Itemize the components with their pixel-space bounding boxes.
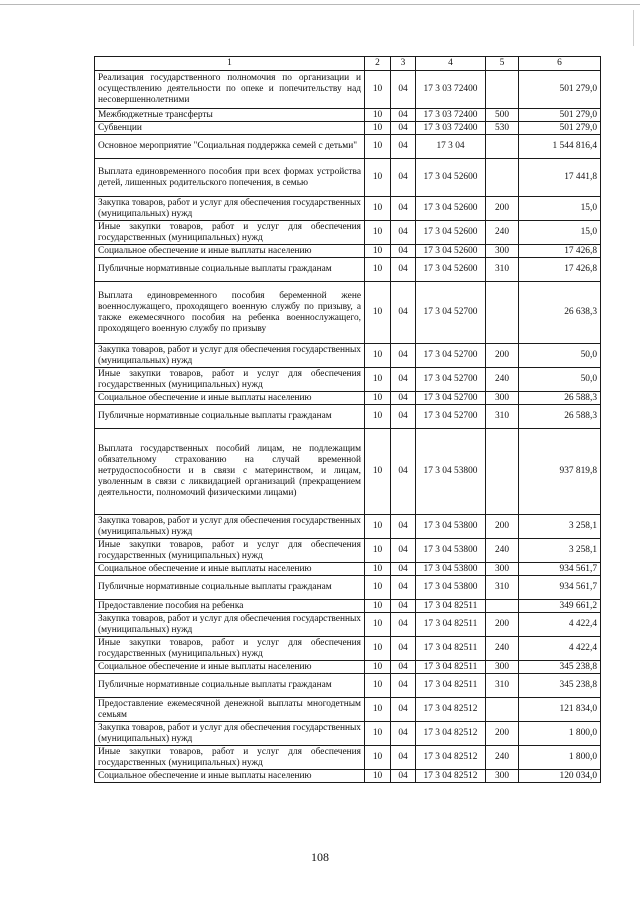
subsection-code-cell: 04	[391, 392, 416, 405]
row-name-cell: Социальное обеспечение и иные выплаты населению	[95, 770, 365, 783]
subsection-code-cell: 04	[391, 600, 416, 613]
amount-cell: 1 544 816,4	[519, 135, 601, 159]
expense-type-cell: 310	[486, 405, 519, 429]
header-cell: 4	[416, 57, 486, 71]
expense-type-cell	[486, 600, 519, 613]
section-code-cell: 10	[365, 576, 391, 600]
amount-cell: 349 661,2	[519, 600, 601, 613]
row-name-cell: Публичные нормативные социальные выплаты гражданам	[95, 405, 365, 429]
expense-type-cell: 200	[486, 515, 519, 539]
subsection-code-cell: 04	[391, 405, 416, 429]
target-code-cell: 17 3 04 82512	[416, 698, 486, 722]
scan-edge-mark	[633, 10, 634, 46]
table-row	[95, 600, 601, 613]
section-code-cell: 10	[365, 661, 391, 674]
row-name-cell: Основное мероприятие "Социальная поддержка семей с детьми"	[95, 135, 365, 159]
row-name-cell: Социальное обеспечение и иные выплаты населению	[95, 245, 365, 258]
subsection-code-cell: 04	[391, 563, 416, 576]
row-name-cell: Социальное обеспечение и иные выплаты населению	[95, 563, 365, 576]
subsection-code-cell: 04	[391, 344, 416, 368]
subsection-code-cell: 04	[391, 368, 416, 392]
target-code-cell: 17 3 04 52700	[416, 392, 486, 405]
subsection-code-cell: 04	[391, 122, 416, 135]
section-code-cell: 10	[365, 746, 391, 770]
table-row	[95, 563, 601, 576]
table-row	[95, 613, 601, 637]
amount-cell: 17 426,8	[519, 245, 601, 258]
expense-type-cell: 500	[486, 109, 519, 122]
expense-type-cell: 240	[486, 368, 519, 392]
table-row	[95, 429, 601, 515]
table-row	[95, 197, 601, 221]
target-code-cell: 17 3 04 52700	[416, 344, 486, 368]
table-row	[95, 159, 601, 197]
expense-type-cell: 530	[486, 122, 519, 135]
subsection-code-cell: 04	[391, 197, 416, 221]
section-code-cell: 10	[365, 515, 391, 539]
target-code-cell: 17 3 04 53800	[416, 539, 486, 563]
row-name-cell: Публичные нормативные социальные выплаты гражданам	[95, 674, 365, 698]
row-name-cell: Социальное обеспечение и иные выплаты населению	[95, 661, 365, 674]
amount-cell: 4 422,4	[519, 613, 601, 637]
header-cell: 1	[95, 57, 365, 71]
expense-type-cell: 240	[486, 221, 519, 245]
row-name-cell: Закупка товаров, работ и услуг для обеспечения государственных (муниципальных) нужд	[95, 515, 365, 539]
row-name-cell: Иные закупки товаров, работ и услуг для обеспечения государственных (муниципальных) нужд	[95, 637, 365, 661]
header-row	[95, 57, 601, 71]
section-code-cell: 10	[365, 197, 391, 221]
subsection-code-cell: 04	[391, 515, 416, 539]
table-row	[95, 245, 601, 258]
amount-cell: 501 279,0	[519, 71, 601, 109]
target-code-cell: 17 3 04 52600	[416, 197, 486, 221]
expense-type-cell: 240	[486, 746, 519, 770]
expense-type-cell: 300	[486, 245, 519, 258]
amount-cell: 50,0	[519, 344, 601, 368]
row-name-cell: Иные закупки товаров, работ и услуг для обеспечения государственных (муниципальных) нужд	[95, 221, 365, 245]
expense-type-cell	[486, 159, 519, 197]
expense-type-cell: 240	[486, 637, 519, 661]
subsection-code-cell: 04	[391, 71, 416, 109]
section-code-cell: 10	[365, 221, 391, 245]
row-name-cell: Публичные нормативные социальные выплаты гражданам	[95, 576, 365, 600]
expense-type-cell: 200	[486, 722, 519, 746]
section-code-cell: 10	[365, 368, 391, 392]
row-name-cell: Иные закупки товаров, работ и услуг для обеспечения государственных (муниципальных) нужд	[95, 539, 365, 563]
table-row	[95, 770, 601, 783]
expense-type-cell	[486, 135, 519, 159]
target-code-cell: 17 3 04 52700	[416, 282, 486, 344]
expense-type-cell: 200	[486, 613, 519, 637]
row-name-cell: Закупка товаров, работ и услуг для обеспечения государственных (муниципальных) нужд	[95, 722, 365, 746]
target-code-cell: 17 3 04 82511	[416, 674, 486, 698]
subsection-code-cell: 04	[391, 661, 416, 674]
row-name-cell: Закупка товаров, работ и услуг для обеспечения государственных (муниципальных) нужд	[95, 197, 365, 221]
table-row	[95, 71, 601, 109]
target-code-cell: 17 3 04 52700	[416, 368, 486, 392]
target-code-cell: 17 3 04 53800	[416, 563, 486, 576]
expense-type-cell	[486, 429, 519, 515]
expense-type-cell: 310	[486, 258, 519, 282]
target-code-cell: 17 3 04 82511	[416, 613, 486, 637]
section-code-cell: 10	[365, 71, 391, 109]
amount-cell: 26 588,3	[519, 392, 601, 405]
table-row	[95, 698, 601, 722]
section-code-cell: 10	[365, 674, 391, 698]
subsection-code-cell: 04	[391, 722, 416, 746]
subsection-code-cell: 04	[391, 245, 416, 258]
expense-type-cell	[486, 71, 519, 109]
header-cell: 3	[391, 57, 416, 71]
amount-cell: 934 561,7	[519, 563, 601, 576]
section-code-cell: 10	[365, 722, 391, 746]
amount-cell: 26 588,3	[519, 405, 601, 429]
expense-type-cell: 300	[486, 770, 519, 783]
table-row	[95, 576, 601, 600]
table-row	[95, 282, 601, 344]
table-row	[95, 722, 601, 746]
table-row	[95, 344, 601, 368]
table-row	[95, 368, 601, 392]
section-code-cell: 10	[365, 429, 391, 515]
subsection-code-cell: 04	[391, 613, 416, 637]
subsection-code-cell: 04	[391, 258, 416, 282]
target-code-cell: 17 3 04 52600	[416, 221, 486, 245]
table-row	[95, 539, 601, 563]
row-name-cell: Иные закупки товаров, работ и услуг для обеспечения государственных (муниципальных) нужд	[95, 368, 365, 392]
page-number: 108	[311, 850, 329, 864]
target-code-cell: 17 3 04 53800	[416, 429, 486, 515]
section-code-cell: 10	[365, 109, 391, 122]
table-row	[95, 392, 601, 405]
subsection-code-cell: 04	[391, 637, 416, 661]
expense-type-cell: 300	[486, 392, 519, 405]
amount-cell: 3 258,1	[519, 539, 601, 563]
expense-type-cell: 300	[486, 563, 519, 576]
row-name-cell: Реализация государственного полномочия по организации и осуществлению деятельности по опеке и попечительству над несовершеннолетними	[95, 71, 365, 109]
section-code-cell: 10	[365, 637, 391, 661]
subsection-code-cell: 04	[391, 698, 416, 722]
expense-type-cell: 310	[486, 576, 519, 600]
table-row	[95, 515, 601, 539]
table-row	[95, 674, 601, 698]
section-code-cell: 10	[365, 539, 391, 563]
amount-cell: 15,0	[519, 197, 601, 221]
header-cell: 5	[486, 57, 519, 71]
budget-table	[94, 56, 601, 783]
amount-cell: 501 279,0	[519, 109, 601, 122]
section-code-cell: 10	[365, 613, 391, 637]
row-name-cell: Межбюджетные трансферты	[95, 109, 365, 122]
table-row	[95, 746, 601, 770]
section-code-cell: 10	[365, 392, 391, 405]
table-row	[95, 405, 601, 429]
row-name-cell: Субвенции	[95, 122, 365, 135]
section-code-cell: 10	[365, 282, 391, 344]
header-cell: 2	[365, 57, 391, 71]
table-row	[95, 122, 601, 135]
table-row	[95, 661, 601, 674]
amount-cell: 1 800,0	[519, 722, 601, 746]
row-name-cell: Публичные нормативные социальные выплаты гражданам	[95, 258, 365, 282]
target-code-cell: 17 3 04 82512	[416, 722, 486, 746]
header-cell: 6	[519, 57, 601, 71]
target-code-cell: 17 3 04 82511	[416, 637, 486, 661]
target-code-cell: 17 3 03 72400	[416, 109, 486, 122]
target-code-cell: 17 3 04 52600	[416, 159, 486, 197]
row-name-cell: Иные закупки товаров, работ и услуг для обеспечения государственных (муниципальных) нужд	[95, 746, 365, 770]
expense-type-cell: 300	[486, 661, 519, 674]
amount-cell: 17 426,8	[519, 258, 601, 282]
subsection-code-cell: 04	[391, 221, 416, 245]
amount-cell: 4 422,4	[519, 637, 601, 661]
table-row	[95, 637, 601, 661]
subsection-code-cell: 04	[391, 539, 416, 563]
scan-edge-line	[0, 4, 640, 5]
expense-type-cell: 200	[486, 197, 519, 221]
table-row	[95, 135, 601, 159]
row-name-cell: Выплата государственных пособий лицам, не подлежащим обязательному страхованию на случай временной нетрудоспособности и в связи с материнством, и лицам, уволенным в связи с ликвидацией организаций (прекращением деятельности, полномочий физическими лицами)	[95, 429, 365, 515]
subsection-code-cell: 04	[391, 576, 416, 600]
amount-cell: 121 834,0	[519, 698, 601, 722]
target-code-cell: 17 3 04 52600	[416, 245, 486, 258]
row-name-cell: Выплата единовременного пособия при всех формах устройства детей, лишенных родительского попечения, в семью	[95, 159, 365, 197]
row-name-cell: Закупка товаров, работ и услуг для обеспечения государственных (муниципальных) нужд	[95, 613, 365, 637]
section-code-cell: 10	[365, 698, 391, 722]
subsection-code-cell: 04	[391, 674, 416, 698]
subsection-code-cell: 04	[391, 109, 416, 122]
amount-cell: 120 034,0	[519, 770, 601, 783]
amount-cell: 345 238,8	[519, 674, 601, 698]
subsection-code-cell: 04	[391, 770, 416, 783]
table-row	[95, 258, 601, 282]
row-name-cell: Закупка товаров, работ и услуг для обеспечения государственных (муниципальных) нужд	[95, 344, 365, 368]
amount-cell: 50,0	[519, 368, 601, 392]
amount-cell: 501 279,0	[519, 122, 601, 135]
target-code-cell: 17 3 04 82512	[416, 770, 486, 783]
table-row	[95, 221, 601, 245]
target-code-cell: 17 3 04 82511	[416, 661, 486, 674]
amount-cell: 15,0	[519, 221, 601, 245]
amount-cell: 17 441,8	[519, 159, 601, 197]
subsection-code-cell: 04	[391, 135, 416, 159]
expense-type-cell: 310	[486, 674, 519, 698]
subsection-code-cell: 04	[391, 282, 416, 344]
row-name-cell: Предоставление пособия на ребенка	[95, 600, 365, 613]
target-code-cell: 17 3 04 82511	[416, 600, 486, 613]
target-code-cell: 17 3 04 82512	[416, 746, 486, 770]
expense-type-cell: 240	[486, 539, 519, 563]
row-name-cell: Предоставление ежемесячной денежной выплаты многодетным семьям	[95, 698, 365, 722]
section-code-cell: 10	[365, 405, 391, 429]
target-code-cell: 17 3 04	[416, 135, 486, 159]
amount-cell: 1 800,0	[519, 746, 601, 770]
amount-cell: 934 561,7	[519, 576, 601, 600]
amount-cell: 345 238,8	[519, 661, 601, 674]
expense-type-cell: 200	[486, 344, 519, 368]
section-code-cell: 10	[365, 344, 391, 368]
subsection-code-cell: 04	[391, 746, 416, 770]
target-code-cell: 17 3 03 72400	[416, 122, 486, 135]
target-code-cell: 17 3 03 72400	[416, 71, 486, 109]
target-code-cell: 17 3 04 52600	[416, 258, 486, 282]
row-name-cell: Социальное обеспечение и иные выплаты населению	[95, 392, 365, 405]
target-code-cell: 17 3 04 53800	[416, 515, 486, 539]
amount-cell: 3 258,1	[519, 515, 601, 539]
row-name-cell: Выплата единовременного пособия беременной жене военнослужащего, проходящего военную службу по призыву, а также ежемесячного пособия на ребенка военнослужащего, проходящего военную службу по призыву	[95, 282, 365, 344]
subsection-code-cell: 04	[391, 429, 416, 515]
section-code-cell: 10	[365, 135, 391, 159]
section-code-cell: 10	[365, 563, 391, 576]
expense-type-cell	[486, 698, 519, 722]
table-body	[95, 71, 601, 783]
section-code-cell: 10	[365, 770, 391, 783]
amount-cell: 26 638,3	[519, 282, 601, 344]
expense-type-cell	[486, 282, 519, 344]
target-code-cell: 17 3 04 52700	[416, 405, 486, 429]
section-code-cell: 10	[365, 258, 391, 282]
section-code-cell: 10	[365, 245, 391, 258]
section-code-cell: 10	[365, 122, 391, 135]
section-code-cell: 10	[365, 159, 391, 197]
amount-cell: 937 819,8	[519, 429, 601, 515]
section-code-cell: 10	[365, 600, 391, 613]
table-row	[95, 109, 601, 122]
subsection-code-cell: 04	[391, 159, 416, 197]
target-code-cell: 17 3 04 53800	[416, 576, 486, 600]
